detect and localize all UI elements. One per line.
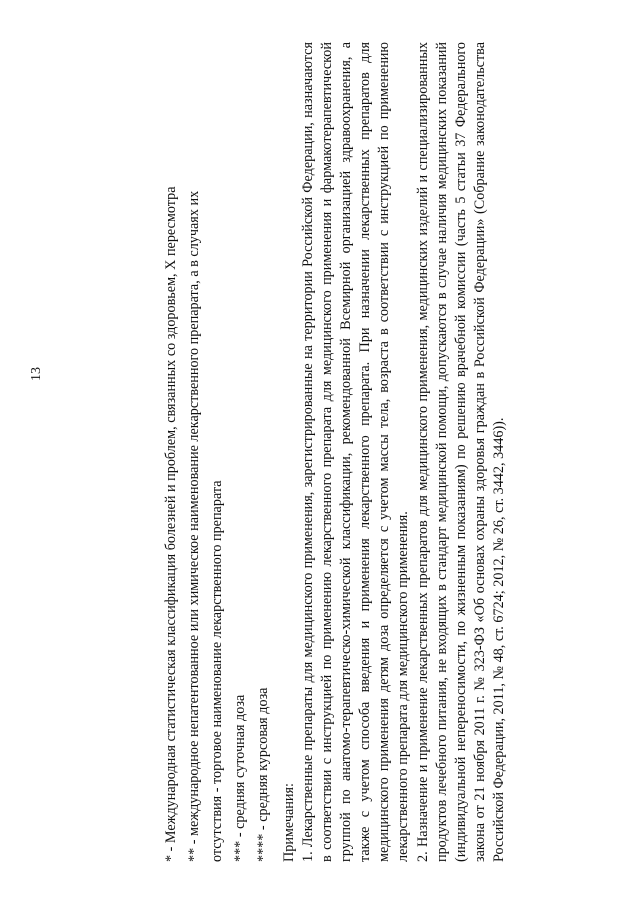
note-item: 2. Назначение и применение лекарственных препаратов для медицинского применения, медицинских изделий и специализированных продуктов лечебного питания, не входящих в стандарт медицинской помощи, допускаются в случае наличия медицинских показаний (индивидуальной непереносимости, по жизненным показаниям) по решению врачебной комиссии (часть 5 статьи 37 Федерального закона от 21 ноября 2011 г. № 323-ФЗ «Об основах охраны здоровья граждан в Российской Федерации» (Собрание законодательства Российской Федерации, 2011, № 48, ст. 6724; 2012, № 26, ст. 3442, 3446)).: [414, 42, 507, 862]
note-item: 1. Лекарственные препараты для медицинского применения, зарегистрированные на территории Российской Федерации, назначаются в соответствии с инструкцией по применению лекарственного препарата для медицинского применения и фармакотерапевтической группой по анатомо-терапевтическо-химической классификации, рекомендованной Всемирной организацией здравоохранения, а также с учетом способа введения и применения лекарственного препарата. При назначении лекарственных препаратов для медицинского применения детям доза определяется с учетом массы тела, возраста в соответствии с инструкцией по применению лекарственного препарата для медицинского применения.: [300, 42, 412, 862]
footnote-course-dose: **** - средняя курсовая доза: [255, 687, 271, 862]
footnote-inn: ** - международное непатентованное или химическое наименование лекарственного препарата, а в случаях их: [186, 190, 202, 862]
footnote-icd: * - Международная статистическая классификация болезней и проблем, связанных со здоровьем, X пересмотра: [163, 186, 179, 862]
page-number: 13: [29, 367, 44, 381]
notes-list: [299, 42, 509, 862]
rotated-content: [160, 42, 507, 862]
notes-title: Примечания:: [281, 783, 297, 862]
footnote-daily-dose: *** - средняя суточная доза: [232, 694, 248, 862]
footnote-inn-continued: отсутствия - торговое наименование лекарственного препарата: [209, 480, 225, 862]
